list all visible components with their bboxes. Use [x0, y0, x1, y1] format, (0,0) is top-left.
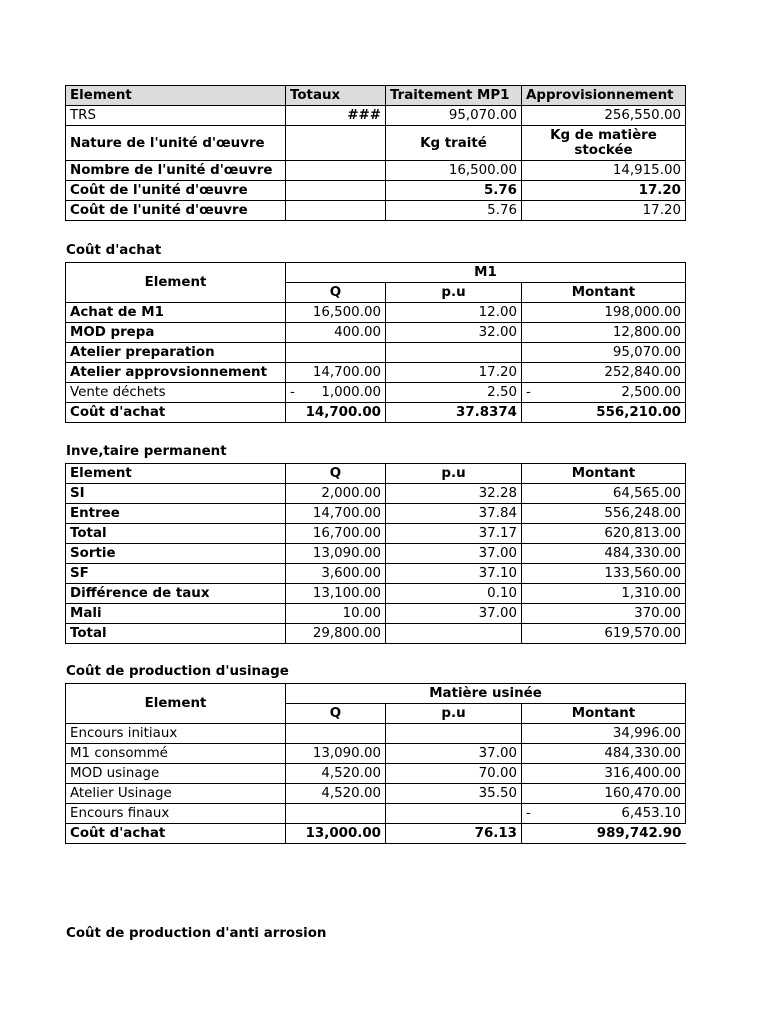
header-element: Element — [66, 464, 286, 484]
row-label: TRS — [66, 106, 286, 126]
table-header-row — [66, 684, 686, 704]
cell-montant-value: 2,500.00 — [621, 385, 681, 400]
usinage-table — [65, 683, 686, 844]
cell-montant: 95,070.00 — [522, 343, 686, 363]
cell-q: 14,700.00 — [286, 363, 386, 383]
cell-pu — [386, 724, 522, 744]
table-row — [66, 804, 686, 824]
row-label: Achat de M1 — [66, 303, 286, 323]
cell-traitement: 95,070.00 — [386, 106, 522, 126]
row-label: Vente déchets — [66, 383, 286, 403]
cell-montant: 12,800.00 — [522, 323, 686, 343]
cell-pu: 70.00 — [386, 764, 522, 784]
cell-approvisionnement: 14,915.00 — [522, 161, 686, 181]
table-row-total — [66, 824, 686, 844]
table-header-row — [66, 263, 686, 283]
cell-pu: 76.13 — [386, 824, 522, 844]
table-row-total — [66, 624, 686, 644]
cell-q: 13,100.00 — [286, 584, 386, 604]
cell-montant: 1,310.00 — [522, 584, 686, 604]
table-row — [66, 564, 686, 584]
row-label: Coût d'achat — [66, 403, 286, 423]
row-label: Atelier approvsionnement — [66, 363, 286, 383]
cell-traitement: 5.76 — [386, 181, 522, 201]
cell-montant: 316,400.00 — [522, 764, 686, 784]
row-label: Total — [66, 524, 286, 544]
table-row — [66, 724, 686, 744]
cell-pu: 32.00 — [386, 323, 522, 343]
table-row — [66, 303, 686, 323]
section-title-inventaire: Inve,taire permanent — [66, 444, 227, 459]
cell-pu — [386, 624, 522, 644]
table-row — [66, 524, 686, 544]
row-label: SF — [66, 564, 286, 584]
table-row — [66, 323, 686, 343]
cell-pu — [386, 804, 522, 824]
cell-pu: 32.28 — [386, 484, 522, 504]
row-label: MOD prepa — [66, 323, 286, 343]
cell-q-value: 1,000.00 — [321, 385, 381, 400]
cell-q — [286, 383, 386, 403]
cell-q: 3,600.00 — [286, 564, 386, 584]
header-element: Element — [66, 263, 286, 303]
header-q: Q — [286, 464, 386, 484]
section-title-anti-arrosion: Coût de production d'anti arrosion — [66, 926, 327, 941]
row-label: Coût d'achat — [66, 824, 286, 844]
cell-pu: 37.00 — [386, 744, 522, 764]
table-row — [66, 383, 686, 403]
cell-q: 400.00 — [286, 323, 386, 343]
table-row — [66, 161, 686, 181]
minus-sign: - — [526, 385, 531, 400]
cell-pu: 37.10 — [386, 564, 522, 584]
cell-approvisionnement: 17.20 — [522, 181, 686, 201]
table-row — [66, 363, 686, 383]
cell-montant: 370.00 — [522, 604, 686, 624]
cell-q: 13,000.00 — [286, 824, 386, 844]
table-row — [66, 181, 686, 201]
header-montant: Montant — [522, 283, 686, 303]
row-label: Sortie — [66, 544, 286, 564]
header-element: Element — [66, 684, 286, 724]
header-element: Element — [66, 86, 286, 106]
cell-pu: 37.00 — [386, 544, 522, 564]
cell-pu: 12.00 — [386, 303, 522, 323]
cell-totaux: ### — [286, 106, 386, 126]
table-row — [66, 484, 686, 504]
cell-pu: 17.20 — [386, 363, 522, 383]
header-totaux: Totaux — [286, 86, 386, 106]
cell-q: 4,520.00 — [286, 764, 386, 784]
cell-approvisionnement: 17.20 — [522, 201, 686, 221]
row-label: Atelier preparation — [66, 343, 286, 363]
cell-montant: 34,996.00 — [522, 724, 686, 744]
table-row — [66, 784, 686, 804]
table-row — [66, 106, 686, 126]
cell-pu: 37.8374 — [386, 403, 522, 423]
header-group: M1 — [286, 263, 686, 283]
cell-pu: 35.50 — [386, 784, 522, 804]
cell-montant: 619,570.00 — [522, 624, 686, 644]
cell-approvisionnement: 256,550.00 — [522, 106, 686, 126]
cell-pu — [386, 343, 522, 363]
row-label: Atelier Usinage — [66, 784, 286, 804]
summary-table — [65, 85, 686, 221]
cell-montant: 198,000.00 — [522, 303, 686, 323]
cell-q: 10.00 — [286, 604, 386, 624]
section-title-usinage: Coût de production d'usinage — [66, 664, 289, 679]
cell-q — [286, 804, 386, 824]
cell-q: 29,800.00 — [286, 624, 386, 644]
table-row — [66, 343, 686, 363]
row-label: Coût de l'unité d'œuvre — [66, 201, 286, 221]
cell-montant: 620,813.00 — [522, 524, 686, 544]
row-label: Coût de l'unité d'œuvre — [66, 181, 286, 201]
cell-montant: 160,470.00 — [522, 784, 686, 804]
table-header-row — [66, 464, 686, 484]
row-label: Total — [66, 624, 286, 644]
table-row — [66, 544, 686, 564]
row-label: MOD usinage — [66, 764, 286, 784]
cell-totaux — [286, 126, 386, 161]
cell-q: 2,000.00 — [286, 484, 386, 504]
header-montant: Montant — [522, 464, 686, 484]
cell-totaux — [286, 161, 386, 181]
table-row — [66, 604, 686, 624]
header-pu: p.u — [386, 283, 522, 303]
row-label: M1 consommé — [66, 744, 286, 764]
row-label: Encours initiaux — [66, 724, 286, 744]
cell-pu: 0.10 — [386, 584, 522, 604]
cell-traitement: 5.76 — [386, 201, 522, 221]
row-label: Nature de l'unité d'œuvre — [66, 126, 286, 161]
cell-montant — [522, 383, 686, 403]
cell-traitement: 16,500.00 — [386, 161, 522, 181]
cell-pu: 37.00 — [386, 604, 522, 624]
row-label: SI — [66, 484, 286, 504]
minus-sign: - — [290, 385, 295, 400]
cell-q: 14,700.00 — [286, 403, 386, 423]
table-row — [66, 126, 686, 161]
table-header-row — [66, 86, 686, 106]
cell-totaux — [286, 201, 386, 221]
header-pu: p.u — [386, 704, 522, 724]
inventaire-table — [65, 463, 686, 644]
row-label: Nombre de l'unité d'œuvre — [66, 161, 286, 181]
table-row — [66, 504, 686, 524]
cell-q: 16,700.00 — [286, 524, 386, 544]
cell-pu: 37.84 — [386, 504, 522, 524]
header-q: Q — [286, 704, 386, 724]
cell-montant: 989,742.90 — [522, 824, 686, 844]
cell-montant: 64,565.00 — [522, 484, 686, 504]
cell-pu: 37.17 — [386, 524, 522, 544]
cell-q: 13,090.00 — [286, 544, 386, 564]
minus-sign: - — [526, 806, 531, 821]
row-label: Mali — [66, 604, 286, 624]
cout-achat-table — [65, 262, 686, 423]
header-montant: Montant — [522, 704, 686, 724]
cell-approvisionnement: Kg de matière stockée — [522, 126, 686, 161]
section-title-cout-achat: Coût d'achat — [66, 243, 162, 258]
cell-q: 4,520.00 — [286, 784, 386, 804]
table-row — [66, 584, 686, 604]
table-row-total — [66, 403, 686, 423]
header-pu: p.u — [386, 464, 522, 484]
cell-montant: 484,330.00 — [522, 744, 686, 764]
header-q: Q — [286, 283, 386, 303]
header-traitement: Traitement MP1 — [386, 86, 522, 106]
header-approvisionnement: Approvisionnement — [522, 86, 686, 106]
cell-montant: 252,840.00 — [522, 363, 686, 383]
cell-totaux — [286, 181, 386, 201]
cell-montant: 556,248.00 — [522, 504, 686, 524]
cell-q: 16,500.00 — [286, 303, 386, 323]
cell-pu: 2.50 — [386, 383, 522, 403]
cell-montant: 484,330.00 — [522, 544, 686, 564]
row-label: Encours finaux — [66, 804, 286, 824]
row-label: Différence de taux — [66, 584, 286, 604]
cell-q: 14,700.00 — [286, 504, 386, 524]
table-row — [66, 744, 686, 764]
cell-q — [286, 724, 386, 744]
table-row — [66, 201, 686, 221]
cell-traitement: Kg traité — [386, 126, 522, 161]
header-group: Matière usinée — [286, 684, 686, 704]
cell-montant-value: 6,453.10 — [621, 806, 681, 821]
cell-montant: 133,560.00 — [522, 564, 686, 584]
table-row — [66, 764, 686, 784]
cell-montant — [522, 804, 686, 824]
cell-q: 13,090.00 — [286, 744, 386, 764]
cell-montant: 556,210.00 — [522, 403, 686, 423]
cell-q — [286, 343, 386, 363]
row-label: Entree — [66, 504, 286, 524]
